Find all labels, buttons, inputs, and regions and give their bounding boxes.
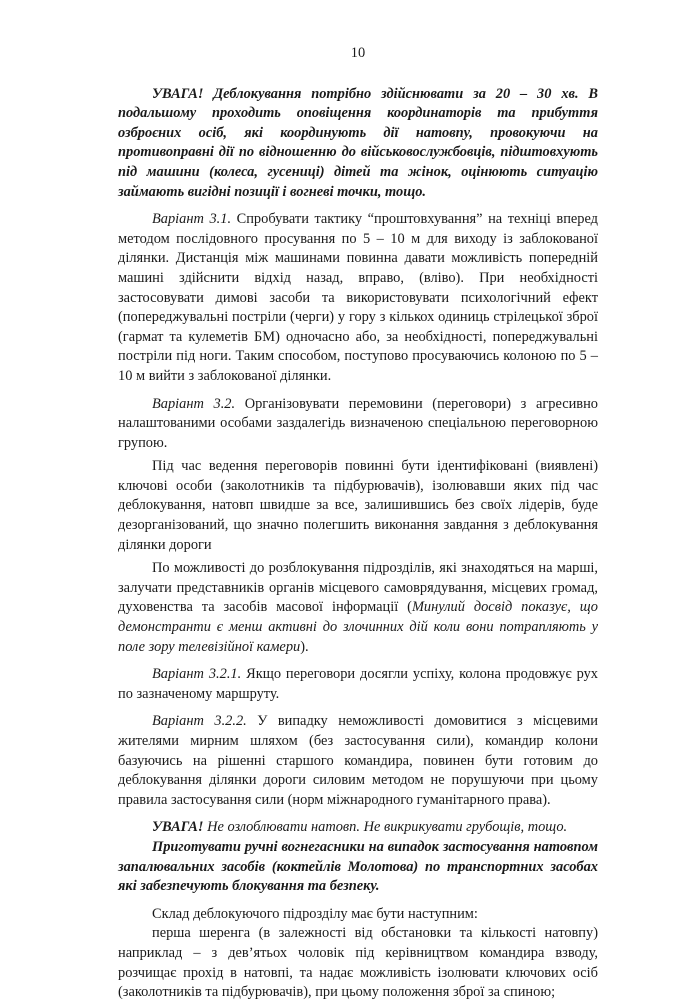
variant-text: Організовувати перемовини (переговори) з агресивно налаштованими особами заздалегідь визначеною спеціальною переговорною групою. — [118, 395, 598, 451]
involvement-paragraph — [118, 559, 598, 657]
first-rank-paragraph: перша шеренга (в залежності від обстановки та кількості натовпу) наприклад – з дев’ятьох чоловік під керівництвом командира взводу, розчищає прохід в натовпі, та надає можливість ізолювати ключових осіб (заколотників та підбурювачів), при цьому положення зброї за спиною; — [118, 925, 598, 1001]
variant-label: Варіант 3.1. — [152, 211, 232, 228]
warning-text: Деблокування потрібно здійснювати за 20 – 30 хв. В подальшому проходить оповіщення координаторів та прибуття озброєних осіб, які координують дії натовпу, провокуючи на противоправні дії по відношенню до військовослужбовців, підштовхують під машини (колеса, гусениці) дітей та жінок, оцінюють ситуацію займають вигідні позиції і вогневі точки, тощо. — [118, 85, 598, 200]
warning-label: УВАГА! — [152, 819, 204, 836]
warning-paragraph-1 — [118, 85, 598, 203]
variant-3-2-paragraph — [118, 395, 598, 454]
involvement-text: По можливості до розблокування підрозділів, які знаходяться на марші, залучати представників органів місцевого самоврядування, місцевих громад, духовенства та засобів масової інформації ( — [118, 560, 598, 616]
page-number: 10 — [350, 45, 366, 61]
variant-3-2-2-paragraph — [118, 712, 598, 810]
variant-text: Якщо переговори досягли успіху, колона продовжує рух по зазначеному маршруту. — [118, 666, 598, 702]
variant-text: У випадку неможливості домовитися з місцевими жителями мирним шляхом (без застосування сили), командир колони базуючись на рішенні старшого командира, повинен бути готовим до деблокування ділянки дороги силовим методом не порушуючи при цьому правила застосування сили (норм міжнародного гуманітарного права). — [118, 713, 598, 808]
warning-text: Не озлоблювати натовп. Не викрикувати грубощів, тощо. — [203, 819, 568, 836]
variant-label: Варіант 3.2. — [152, 395, 236, 412]
variant-3-2-1-paragraph — [118, 665, 598, 704]
variant-label: Варіант 3.2.2. — [152, 713, 247, 730]
warning-label: УВАГА! — [152, 85, 204, 102]
extinguisher-paragraph: Приготувати ручні вогнегасники на випадок застосування натовпом запалювальних засобів (коктейлів Молотова) по транспортних засобах які забезпечують блокування та безпеку. — [118, 838, 598, 895]
variant-label: Варіант 3.2.1. — [152, 666, 242, 683]
involvement-tail: ). — [300, 638, 309, 655]
negotiations-paragraph: Під час ведення переговорів повинні бути ідентифіковані (виявлені) ключові особи (заколотників та підбурювачів), ізолювавши яких під час деблокування, натовп швидше за все, залишившись без своїх лідерів, буде дезорганізований, що значно полегшить виконання завдання з деблокування ділянки дороги — [118, 458, 598, 553]
composition-paragraph: Склад деблокуючого підрозділу має бути наступним: — [152, 905, 478, 922]
warning-paragraph-2 — [118, 818, 598, 838]
involvement-italic: Минулий досвід показує, що демонстранти є менш активні до злочинних дій коли вони потрапляють у поле зору телевізійної камери — [118, 599, 598, 655]
variant-text: Спробувати тактику “проштовхування” на техніці вперед методом послідовного просування по 5 – 10 м для виходу із заблокованої ділянки. Дистанція між машинами повинна давати можливість попередній машині здійснити відхід назад, вправо, (вліво). При необхідності застосовувати димові засоби та використовувати психологічний ефект (попереджувальні постріли (черги) у гору з кількох одиниць стрілецької зброї (гармат та кулеметів БМ) одночасно або, за необхідності, попереджувальні постріли під ноги. Таким способом, поступово просуваючись колоною по 5 – 10 м вийти з заблокованої ділянки. — [118, 211, 599, 384]
variant-3-1-paragraph — [118, 210, 598, 386]
